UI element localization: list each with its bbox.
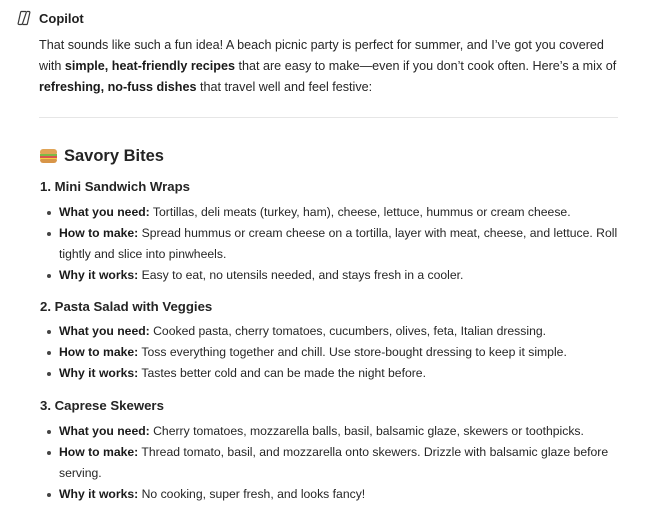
item-key: How to make: (59, 226, 139, 240)
intro-text-2: that are easy to make—even if you don’t cook often. Here’s a mix of (234, 59, 617, 73)
section-heading (40, 144, 164, 168)
list-item (45, 421, 625, 442)
recipe-title: 2. Pasta Salad with Veggies (40, 299, 213, 314)
bullet-icon (47, 493, 51, 497)
recipe-details-list (45, 421, 625, 505)
section-title: Savory Bites (64, 146, 164, 165)
bullet-icon (47, 211, 51, 215)
intro-bold-2: refreshing, no-fuss dishes (39, 80, 197, 94)
bullet-icon (47, 274, 51, 278)
item-key: Why it works: (59, 366, 139, 380)
item-text: Easy to eat, no utensils needed, and stays fresh in a cooler. (138, 268, 464, 282)
sandwich-icon (40, 149, 57, 163)
item-text: No cooking, super fresh, and looks fancy! (138, 487, 366, 501)
item-key: How to make: (59, 445, 139, 459)
list-item (45, 342, 625, 363)
list-item (45, 265, 625, 286)
recipe-details-list (45, 202, 625, 286)
list-item (45, 442, 625, 484)
recipe-title: 3. Caprese Skewers (40, 398, 164, 413)
item-key: Why it works: (59, 268, 139, 282)
item-text: Tastes better cold and can be made the night before. (138, 366, 426, 380)
item-key: How to make: (59, 345, 139, 359)
item-key: What you need: (59, 424, 150, 438)
intro-paragraph (39, 35, 624, 98)
list-item (45, 363, 625, 384)
intro-bold-1: simple, heat-friendly recipes (64, 59, 235, 73)
bullet-icon (47, 351, 51, 355)
item-key: Why it works: (59, 487, 139, 501)
bullet-icon (47, 232, 51, 236)
list-item (45, 202, 625, 223)
item-text: Tortillas, deli meats (turkey, ham), cheese, lettuce, hummus or cream cheese. (149, 205, 571, 219)
list-item (45, 223, 625, 265)
bullet-icon (47, 430, 51, 434)
bullet-icon (47, 372, 51, 376)
message-header (16, 8, 84, 28)
item-text: Toss everything together and chill. Use store-bought dressing to keep it simple. (138, 345, 567, 359)
intro-text-3: that travel well and feel festive: (196, 80, 373, 94)
item-text: Thread tomato, basil, and mozzarella onto skewers. Drizzle with balsamic glaze before serving. (59, 445, 609, 480)
sender-name: Copilot (39, 10, 84, 26)
item-key: What you need: (59, 205, 150, 219)
list-item (45, 321, 625, 342)
item-text: Spread hummus or cream cheese on a tortilla, layer with meat, cheese, and lettuce. Roll tightly and slice into pinwheels. (59, 226, 618, 261)
item-text: Cooked pasta, cherry tomatoes, cucumbers, olives, feta, Italian dressing. (149, 324, 547, 338)
item-key: What you need: (59, 324, 150, 338)
bullet-icon (47, 330, 51, 334)
item-text: Cherry tomatoes, mozzarella balls, basil, balsamic glaze, skewers or toothpicks. (149, 424, 584, 438)
bullet-icon (47, 451, 51, 455)
intro-text-1: That sounds like such a fun idea! A beach picnic party is perfect for summer, and I’ve got you covered with (39, 38, 604, 73)
list-item (45, 484, 625, 505)
recipe-details-list (45, 321, 625, 384)
divider (39, 117, 618, 118)
recipe-title: 1. Mini Sandwich Wraps (40, 179, 190, 194)
copilot-logo-icon (16, 10, 32, 26)
